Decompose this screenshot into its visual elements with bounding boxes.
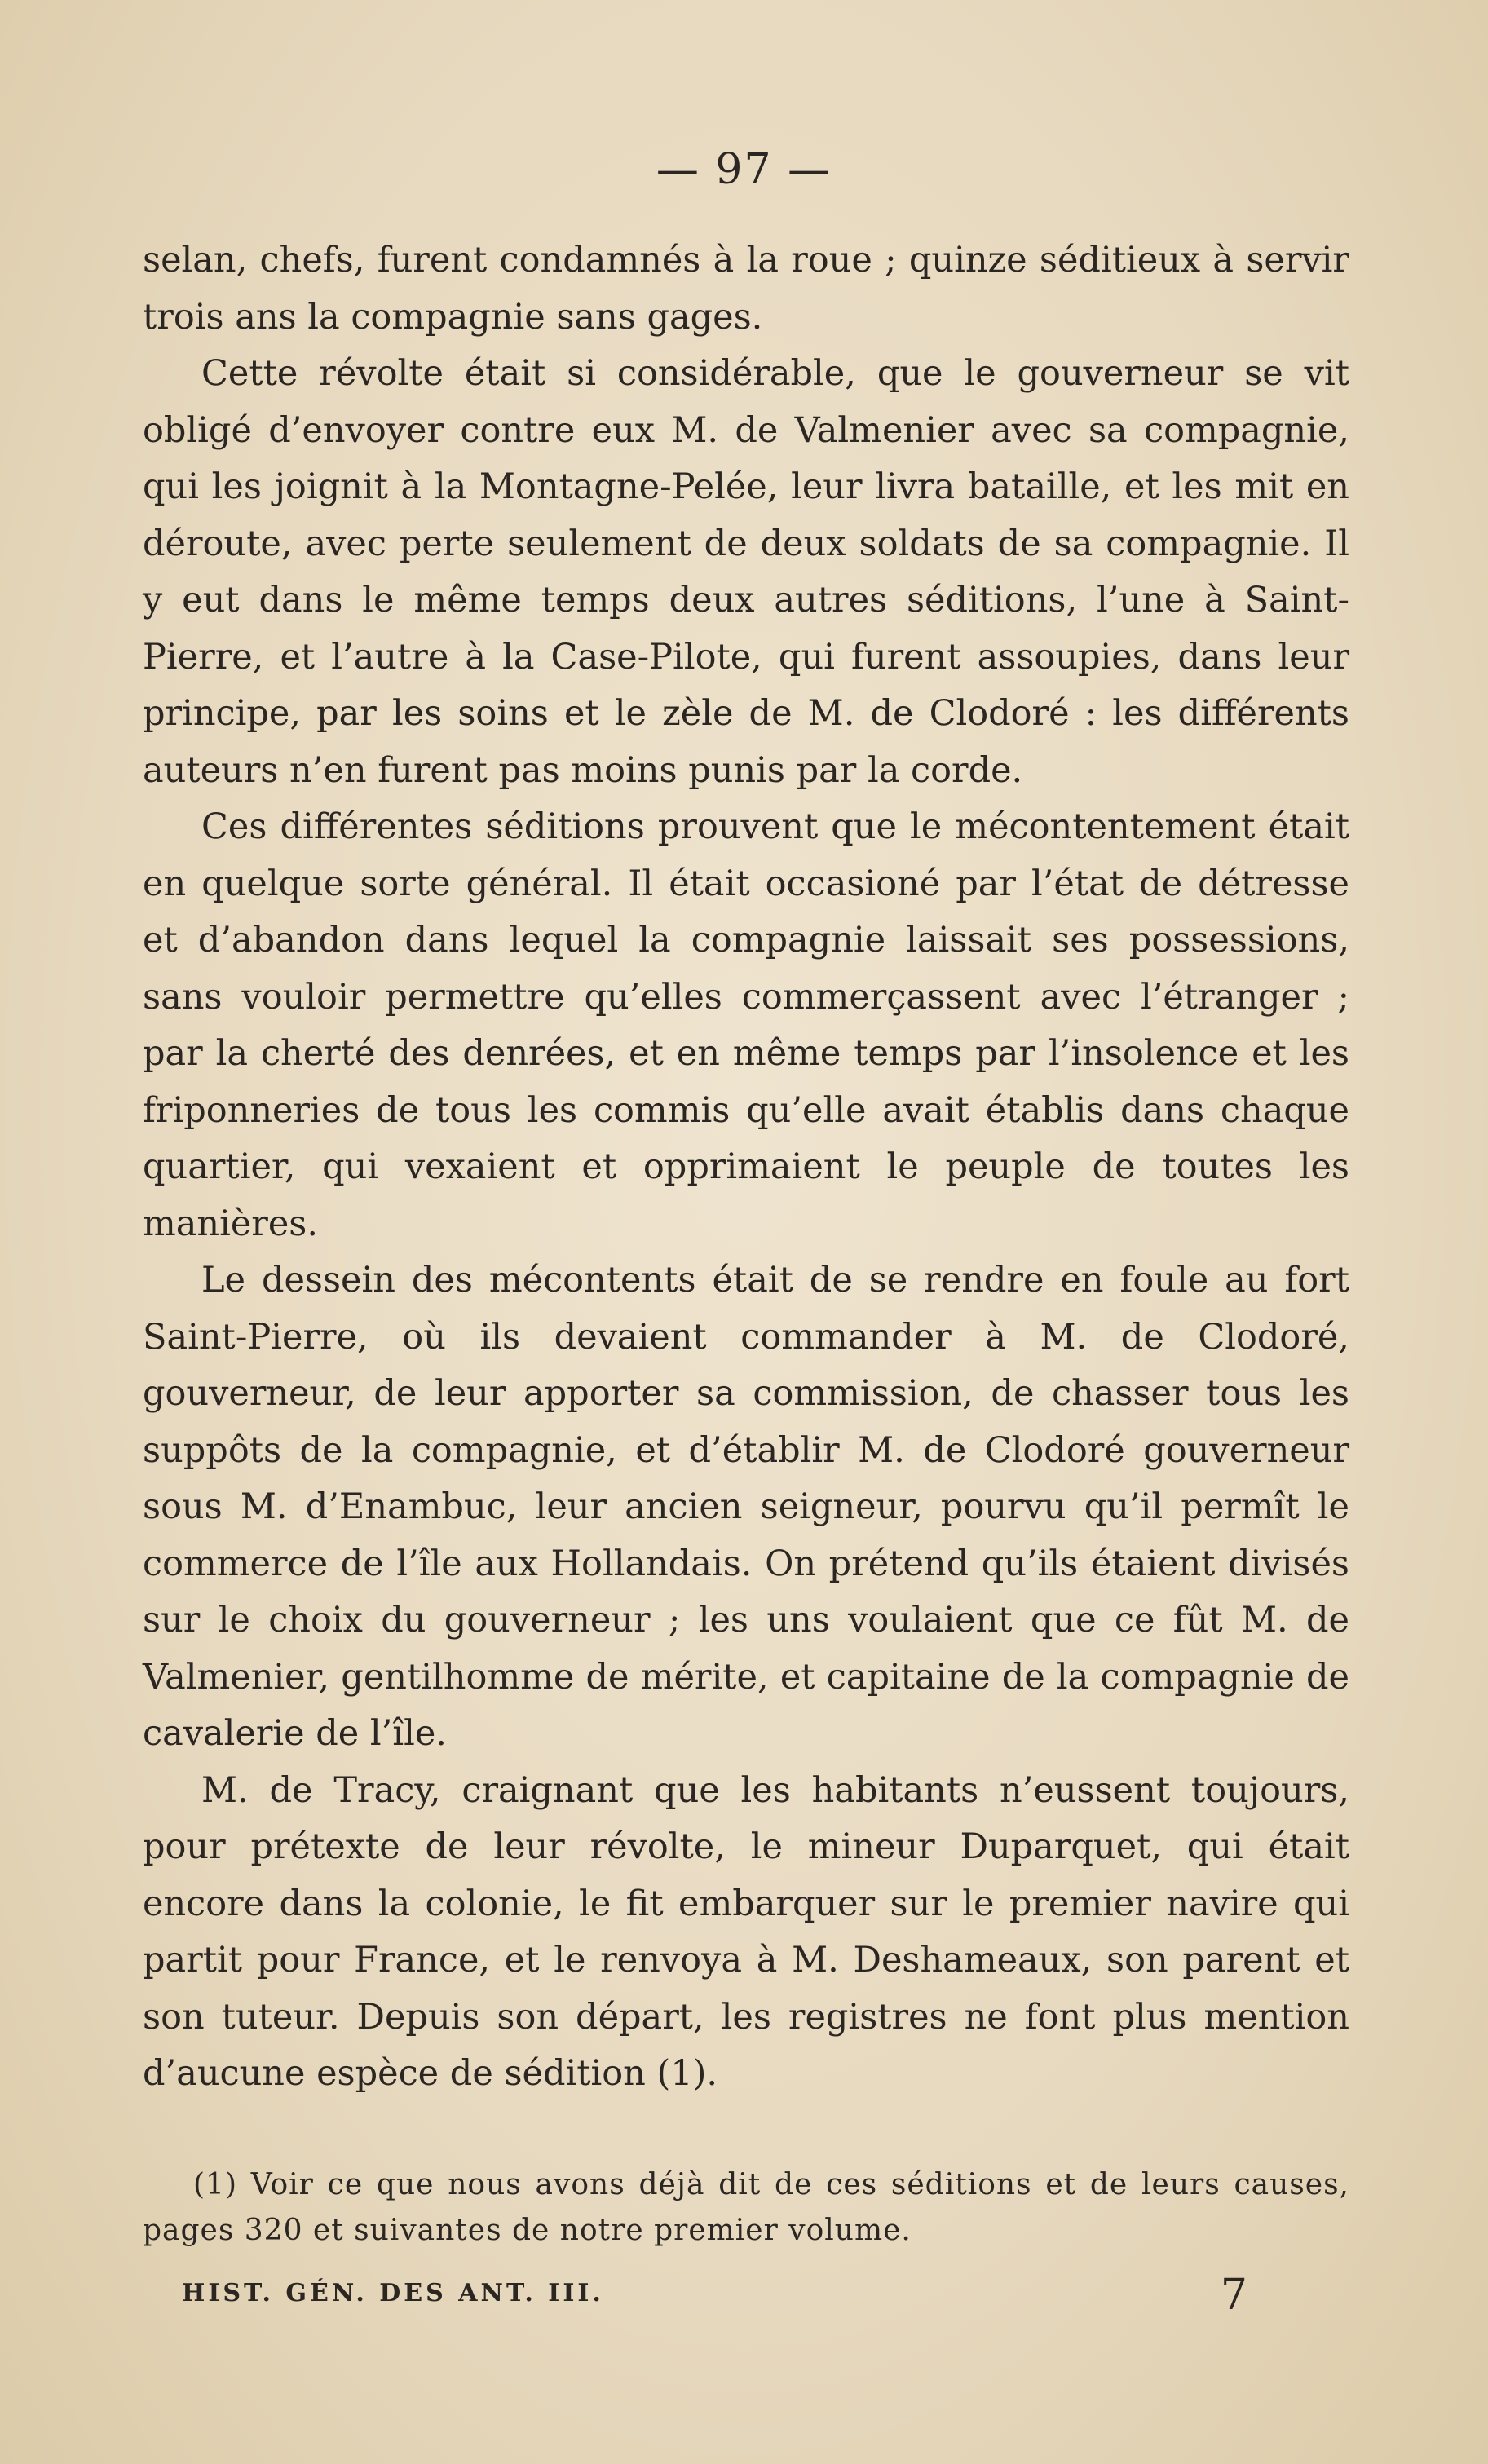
signature-line (143, 2271, 1349, 2328)
body-text (143, 232, 1349, 2103)
page-number: — 97 — (656, 145, 832, 194)
paragraph-5: M. de Tracy, craignant que les habitants n’eussent toujours, pour prétexte de leur révolte, le mineur Duparquet, qui était encore dans la colonie, le fit embarquer sur le premier navire qui partit pour France, et le renvoya à M. Deshameaux, son parent et son tuteur. Depuis son départ, les registres ne font plus mention d’aucune espèce de sédition (1). (143, 1769, 1349, 2094)
footnote: (1) Voir ce que nous avons déjà dit de ces séditions et de leurs causes, pages 320 et suivantes de notre premier volume. (143, 2168, 1349, 2247)
sheet-number: 7 (1220, 2271, 1247, 2320)
paragraph-1: selan, chefs, furent condamnés à la roue ; quinze séditieux à servir trois ans la compagnie sans gages. (143, 240, 1349, 338)
paragraph-4: Le dessein des mécontents était de se rendre en foule au fort Saint-Pierre, où ils devaient commander à M. de Clodoré, gouverneur, de leur apporter sa commission, de chasser tous les suppôts de la compagnie, et d’établir M. de Clodoré gouverneur sous M. d’Enambuc, leur ancien seigneur, pourvu qu’il permît le commerce de l’île aux Hollandais. On prétend qu’ils étaient divisés sur le choix du gouverneur ; les uns voulaient que ce fût M. de Valmenier, gentilhomme de mérite, et capitaine de la compagnie de cavalerie de l’île. (143, 1260, 1349, 1754)
paragraph-2: Cette révolte était si considérable, que le gouverneur se vit obligé d’envoyer contre eux M. de Valmenier avec sa compagnie, qui les joignit à la Montagne-Pelée, leur livra bataille, et les mit en déroute, avec perte seulement de deux soldats de sa compagnie. Il y eut dans le même temps deux autres séditions, l’une à Saint-Pierre, et l’autre à la Case-Pilote, qui furent assoupies, dans leur principe, par les soins et le zèle de M. de Clodoré : les différents auteurs n’en furent pas moins punis par la corde. (143, 353, 1349, 791)
printer-signature: HIST. GÉN. DES ANT. III. (182, 2279, 604, 2307)
paragraph-3: Ces différentes séditions prouvent que le mécontentement était en quelque sorte général. Il était occasioné par l’état de détresse et d’abandon dans lequel la compagnie laissait ses possessions, sans vouloir permettre qu’elles commerçassent avec l’étranger ; par la cherté des denrées, et en même temps par l’insolence et les friponneries de tous les commis qu’elle avait établis dans chaque quartier, qui vexaient et opprimaient le peuple de toutes les manières. (143, 806, 1349, 1244)
